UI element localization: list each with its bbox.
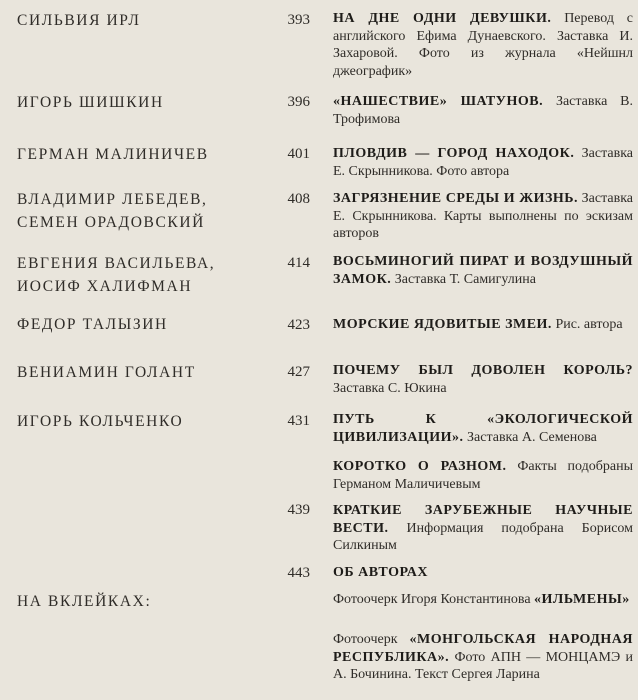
entry-credits: Перевод с английского Ефима Дунаевского. Заставка И. Захаровой. Фото из журнала «Нейшнл джеографик» [333,11,634,79]
entry-title: НА ДНЕ ОДНИ ДЕВУШКИ. [333,11,552,26]
entry-author [17,361,262,384]
entry-page-number: 393 [287,12,310,28]
entry-page-number: 408 [287,191,310,207]
entry-page-number: 427 [287,364,310,380]
entry-description [333,631,633,684]
entry-author [17,252,262,298]
entry-credits: Заставка В. Трофимова [333,94,633,127]
author-name: ГЕРМАН МАЛИНИЧЕВ [17,146,209,163]
entry-title: ПУТЬ К «ЭКОЛОГИЧЕСКОЙ ЦИВИЛИЗАЦИИ». [333,412,633,445]
entry-credits: Фото АПН — МОНЦАМЭ и А. Бочинина. Текст Сергея Ларина [333,649,633,682]
entry-author [17,91,262,114]
entry-credits: Информация подобрана Борисом Силкиным [333,520,633,553]
entry-author [17,188,262,234]
entry-page-number: 423 [287,317,310,333]
entry-title: КРАТКИЕ ЗАРУБЕЖНЫЕ НАУЧНЫЕ ВЕСТИ. [333,503,633,536]
entry-author [17,9,262,32]
entry-author [17,410,262,433]
entry-description [333,458,633,493]
entry-description [333,145,633,180]
entry-credits: Заставка Е. Скрынникова. Карты выполнены по эскизам авторов [333,191,633,241]
author-name: ФЕДОР ТАЛЫЗИН [17,316,168,333]
entry-description [333,190,633,243]
entry-title: «МОНГОЛЬСКАЯ НАРОДНАЯ РЕСПУБЛИКА». [333,632,633,665]
entry-page-number: 431 [287,413,310,429]
entry-description [333,362,633,397]
inserts-heading: НА ВКЛЕЙКАХ: [17,593,152,610]
author-name: ИГОРЬ КОЛЬЧЕНКО [17,413,184,430]
author-name: ИГОРЬ ШИШКИН [17,94,164,111]
entry-title: ЗАГРЯЗНЕНИЕ СРЕДЫ И ЖИЗНЬ. [333,191,579,206]
entry-page-number: 401 [287,146,310,162]
entry-page-number: 396 [287,94,310,110]
entry-description [333,93,633,128]
entry-title: МОРСКИЕ ЯДОВИТЫЕ ЗМЕИ. [333,317,552,332]
entry-page-number: 439 [287,502,310,518]
entry-title: ПЛОВДИВ — ГОРОД НАХОДОК. [333,146,575,161]
entry-title: КОРОТКО О РАЗНОМ. [333,459,507,474]
entry-description [333,591,633,609]
entry-credits: Заставка А. Семенова [467,429,597,445]
entry-title: «ИЛЬМЕНЫ» [534,592,630,607]
entry-prefix: Фотоочерк [333,632,398,647]
author-name: СИЛЬВИЯ ИРЛ [17,12,141,29]
entry-page-number: 443 [287,565,310,581]
entry-credits: Факты подобраны Германом Маличичевым [333,459,633,492]
entry-credits: Заставка Е. Скрынникова. Фото автора [333,146,633,179]
entry-description [333,564,633,582]
author-name: ЕВГЕНИЯ ВАСИЛЬЕВА, [17,255,216,272]
entry-credits: Фотоочерк Игоря Константинова [333,592,531,607]
entry-author [17,143,262,166]
entry-title: ПОЧЕМУ БЫЛ ДОВОЛЕН КОРОЛЬ? [333,363,633,378]
entry-description [333,502,633,555]
entry-author [17,313,262,336]
entry-credits: Заставка Т. Самигулина [394,271,536,287]
entry-description [333,253,633,288]
entry-title: ВОСЬМИНОГИЙ ПИРАТ И ВОЗДУШНЫЙ ЗАМОК. [333,254,633,287]
author-name: ИОСИФ ХАЛИФМАН [17,278,193,295]
entry-title: «НАШЕСТВИЕ» ШАТУНОВ. [333,94,544,109]
author-name: ВЕНИАМИН ГОЛАНТ [17,364,196,381]
entry-credits: Рис. автора [555,317,623,332]
entry-description [333,10,633,80]
entry-description [333,411,633,446]
entry-page-number: 414 [287,255,310,271]
author-name: ВЛАДИМИР ЛЕБЕДЕВ, [17,191,208,208]
author-name: СЕМЕН ОРАДОВСКИЙ [17,214,205,231]
entry-author [17,590,262,613]
entry-credits: Заставка С. Юкина [333,380,447,396]
entry-title: ОБ АВТОРАХ [333,565,428,580]
entry-description [333,316,633,334]
